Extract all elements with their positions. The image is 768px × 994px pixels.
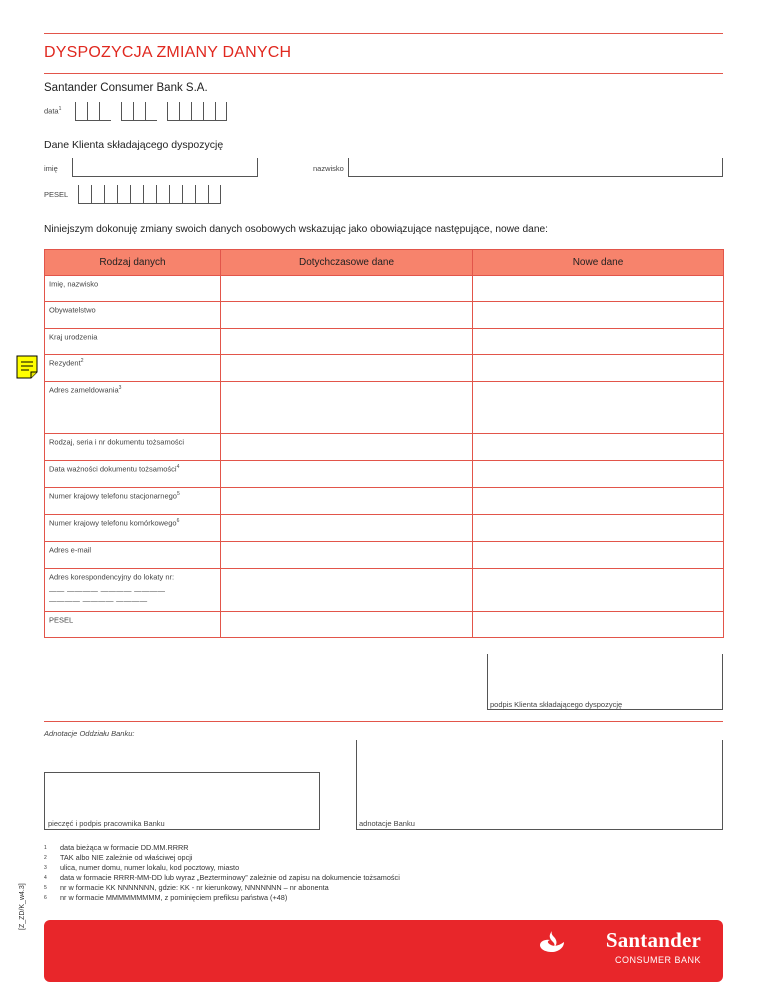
santander-flame-icon [538,930,566,954]
footnote-item: 4 data w formacie RRRR-MM-DD lub wyraz „Bezterminowy” zależnie od zapisu na dokumencie tożsamości [44,873,400,882]
table-row [45,542,724,569]
new-value-cell[interactable] [473,302,724,329]
brand-subtitle: CONSUMER BANK [614,955,701,965]
bank-annotations-title: Adnotacje Oddziału Banku: [44,729,135,738]
previous-value-cell[interactable] [221,329,473,355]
new-value-cell[interactable] [473,542,724,569]
footnote-item: 5 nr w formacie KK NNNNNNN, gdzie: KK - nr kierunkowy, NNNNNNN – nr abonenta [44,883,329,892]
new-value-cell[interactable] [473,612,724,638]
table-row [45,329,724,355]
row-label: Imię, nazwisko [45,276,221,302]
previous-value-cell[interactable] [221,302,473,329]
row-label: Adres e-mail [45,542,221,569]
row-label: PESEL [45,612,221,638]
new-value-cell[interactable] [473,382,724,434]
date-field[interactable] [75,102,227,121]
bank-name: Santander Consumer Bank S.A. [44,82,208,94]
table-row [45,302,724,329]
table-row [45,612,724,638]
new-value-cell[interactable] [473,569,724,612]
footer-banner [44,920,723,982]
row-label: Rezydent$^2$ [45,355,221,382]
new-value-cell[interactable] [473,276,724,302]
row-label: Data ważności dokumentu tożsamości$^4$ [45,461,221,488]
row-label: Adres zameldowania$^3$ [45,382,221,434]
first-name-label: imię [44,164,58,173]
row-label: Numer krajowy telefonu komórkowego$^6$ [45,515,221,542]
date-label: data$^1$ [44,106,62,116]
new-value-cell[interactable] [473,488,724,515]
pesel-label: PESEL [44,190,69,199]
previous-value-cell[interactable] [221,612,473,638]
sticky-note-icon[interactable] [16,355,38,379]
previous-value-cell[interactable] [221,382,473,434]
last-name-field[interactable] [348,158,723,177]
previous-value-cell[interactable] [221,434,473,461]
table-row [45,569,724,612]
statement-text: Niniejszym dokonuję zmiany swoich danych osobowych wskazując jako obowiązujące następujące, nowe dane: [44,224,548,235]
bank-notes-label: adnotacje Banku [359,819,415,828]
footnote-item: 1 data bieżąca w formacie DD.MM.RRRR [44,843,189,852]
title-rule [44,73,723,74]
previous-value-cell[interactable] [221,355,473,382]
previous-value-cell[interactable] [221,515,473,542]
previous-value-cell[interactable] [221,569,473,612]
form-code: [Z_ZD/K_w4.3] [19,883,26,930]
footnotes [44,843,400,903]
account-number-dashes-2[interactable]: ———— ———— ———— [49,595,148,605]
table-row [45,276,724,302]
previous-value-cell[interactable] [221,542,473,569]
row-label: Adres korespondencyjny do lokaty nr: —— ———— ———— ———— ———— ———— ———— [45,569,221,612]
stamp-label: pieczęć i podpis pracownika Banku [48,819,165,828]
pesel-field[interactable] [78,185,221,204]
bank-section-rule [44,721,723,722]
header-new-data: Nowe dane [473,250,724,276]
row-label: Obywatelstwo [45,302,221,329]
last-name-label: nazwisko [313,164,344,173]
header-data-type: Rodzaj danych [45,250,221,276]
new-value-cell[interactable] [473,355,724,382]
row-label: Numer krajowy telefonu stacjonarnego$^5$ [45,488,221,515]
table-row [45,461,724,488]
client-section-title: Dane Klienta składającego dyspozycję [44,139,224,151]
table-row [45,355,724,382]
table-row [45,515,724,542]
previous-value-cell[interactable] [221,488,473,515]
brand-name: Santander [605,928,701,952]
header-previous-data: Dotychczasowe dane [221,250,473,276]
footnote-item: 2 TAK albo NIE zależnie od właściwej opcji [44,853,193,862]
previous-value-cell[interactable] [221,461,473,488]
footnote-item: 3 ulica, numer domu, numer lokalu, kod pocztowy, miasto [44,863,240,872]
table-row [45,382,724,434]
client-signature-label: podpis Klienta składającego dyspozycję [490,700,623,709]
row-label: Kraj urodzenia [45,329,221,355]
footnote-item: 6 nr w formacie MMMMMMMMM, z pominięciem prefiksu państwa (+48) [44,893,288,902]
bank-notes-box[interactable] [356,740,723,830]
page-title: DYSPOZYCJA ZMIANY DANYCH [44,44,292,61]
row-label: Rodzaj, seria i nr dokumentu tożsamości [45,434,221,461]
table-row [45,434,724,461]
new-value-cell[interactable] [473,434,724,461]
previous-value-cell[interactable] [221,276,473,302]
first-name-field[interactable] [72,158,258,177]
top-rule [44,33,723,34]
new-value-cell[interactable] [473,515,724,542]
data-change-table [44,249,724,638]
account-number-dashes-1[interactable]: —— ———— ———— ———— [49,585,166,595]
new-value-cell[interactable] [473,461,724,488]
new-value-cell[interactable] [473,329,724,355]
table-row [45,488,724,515]
